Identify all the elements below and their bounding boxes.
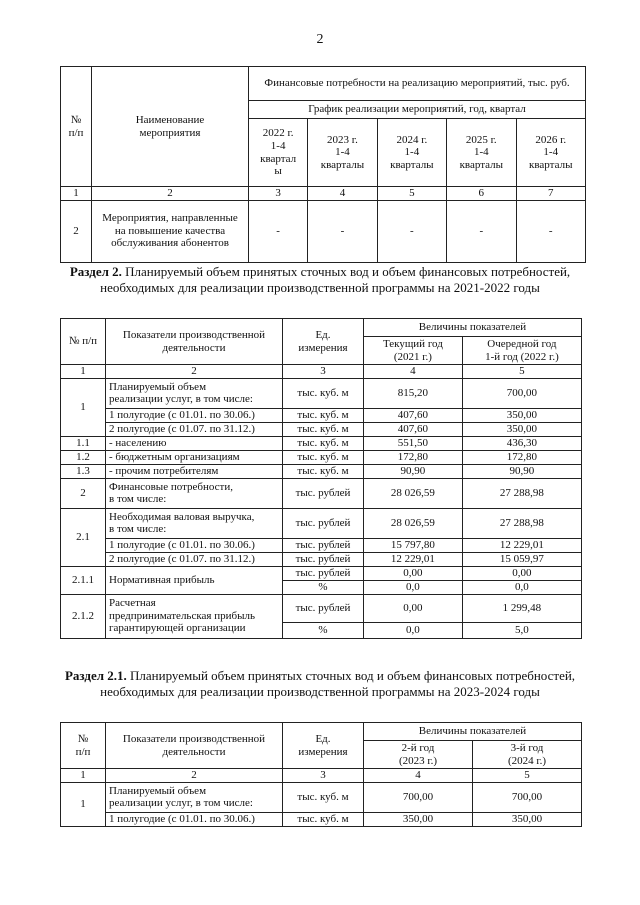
row-number: 2.1.1 <box>61 566 106 594</box>
row-value: 350,00 <box>462 408 581 422</box>
row-value: тыс. куб. м <box>283 782 364 812</box>
row-value: 12 229,01 <box>364 552 463 566</box>
table-row <box>61 450 582 464</box>
index-cell: 3 <box>283 769 364 783</box>
row-number: 1.1 <box>61 436 106 450</box>
table-row <box>61 365 582 379</box>
table-row <box>61 436 582 450</box>
row-value: 700,00 <box>472 782 581 812</box>
table-2021-2022 <box>60 318 582 639</box>
values-header: Величины показателей <box>364 319 582 337</box>
row-value: тыс. рублей <box>283 552 364 566</box>
table-row <box>61 566 582 580</box>
table-row <box>61 508 582 538</box>
financial-header: Финансовые потребности на реализацию мероприятий, тыс. руб. <box>249 67 586 101</box>
row-value: - <box>308 200 377 262</box>
year-header: 2022 г. 1-4 квартал ы <box>249 119 308 187</box>
table-row <box>61 464 582 478</box>
col-unit-header: Ед. измерения <box>283 319 364 365</box>
table-row <box>61 538 582 552</box>
row-name: 2 полугодие (с 01.07. по 31.12.) <box>106 422 283 436</box>
index-cell: 5 <box>472 769 581 783</box>
row-value: 0,00 <box>364 594 463 622</box>
year-header: 2025 г. 1-4 кварталы <box>447 119 516 187</box>
col-year-3: 3-й год (2024 г.) <box>472 741 581 769</box>
year-header: 2023 г. 1-4 кварталы <box>308 119 377 187</box>
row-value: тыс. куб. м <box>283 436 364 450</box>
index-cell: 5 <box>377 187 446 201</box>
row-name: Финансовые потребности, в том числе: <box>106 478 283 508</box>
index-cell: 2 <box>106 365 283 379</box>
row-value: - <box>516 200 586 262</box>
row-value: 407,60 <box>364 422 463 436</box>
row-value: 12 229,01 <box>462 538 581 552</box>
index-cell: 4 <box>364 365 463 379</box>
row-value: 90,90 <box>462 464 581 478</box>
col-year-2: 2-й год (2023 г.) <box>364 741 473 769</box>
row-name: 1 полугодие (с 01.01. по 30.06.) <box>106 538 283 552</box>
row-value: 0,00 <box>364 566 463 580</box>
row-value: - <box>447 200 516 262</box>
row-value: тыс. куб. м <box>283 408 364 422</box>
row-value: 700,00 <box>364 782 473 812</box>
row-name: Необходимая валовая выручка, в том числе: <box>106 508 283 538</box>
col-num-header: № п/п <box>61 319 106 365</box>
row-value: % <box>283 580 364 594</box>
row-value: 0,0 <box>364 580 463 594</box>
row-value: тыс. куб. м <box>283 464 364 478</box>
table-row <box>61 378 582 408</box>
col-num-header: № п/п <box>61 67 92 187</box>
row-value: 350,00 <box>472 812 581 826</box>
row-value: 28 026,59 <box>364 478 463 508</box>
col-name-header: Показатели производственной деятельности <box>106 319 283 365</box>
col-name-header: Показатели производственной деятельности <box>106 723 283 769</box>
row-value: 27 288,98 <box>462 478 581 508</box>
row-value: 815,20 <box>364 378 463 408</box>
index-cell: 7 <box>516 187 586 201</box>
values-header: Величины показателей <box>364 723 582 741</box>
row-value: 0,0 <box>462 580 581 594</box>
row-value: 407,60 <box>364 408 463 422</box>
row-value: тыс. рублей <box>283 538 364 552</box>
row-number: 1.2 <box>61 450 106 464</box>
index-cell: 6 <box>447 187 516 201</box>
row-value: 27 288,98 <box>462 508 581 538</box>
table-events-financing <box>60 66 586 263</box>
row-number: 1 <box>61 378 106 436</box>
section-2-1-title: Раздел 2.1. Планируемый объем принятых сточных вод и объем финансовых потребностей, необходимых для реализации производственной программы на 2023-2024 годы <box>64 668 576 700</box>
row-number: 2.1.2 <box>61 594 106 638</box>
col-current-year: Текущий год (2021 г.) <box>364 337 463 365</box>
row-name: - прочим потребителям <box>106 464 283 478</box>
row-name: - населению <box>106 436 283 450</box>
row-value: 15 059,97 <box>462 552 581 566</box>
row-value: % <box>283 622 364 638</box>
table-row <box>61 422 582 436</box>
index-cell: 4 <box>308 187 377 201</box>
table-row <box>61 594 582 622</box>
row-name: 2 полугодие (с 01.07. по 31.12.) <box>106 552 283 566</box>
table-row <box>61 812 582 826</box>
row-name: Нормативная прибыль <box>106 566 283 594</box>
row-name: 1 полугодие (с 01.01. по 30.06.) <box>106 812 283 826</box>
row-value: 436,30 <box>462 436 581 450</box>
year-header: 2024 г. 1-4 кварталы <box>377 119 446 187</box>
section-2-title: Раздел 2. Планируемый объем принятых сточных вод и объем финансовых потребностей, необходимых для реализации производственной программы на 2021-2022 годы <box>69 264 571 296</box>
row-value: - <box>249 200 308 262</box>
col-num-header: № п/п <box>61 723 106 769</box>
row-number: 2.1 <box>61 508 106 566</box>
row-name: 1 полугодие (с 01.01. по 30.06.) <box>106 408 283 422</box>
row-number: 2 <box>61 200 92 262</box>
row-name: Планируемый объем реализации услуг, в том числе: <box>106 782 283 812</box>
index-cell: 1 <box>61 187 92 201</box>
row-value: 0,00 <box>462 566 581 580</box>
row-number: 2 <box>61 478 106 508</box>
row-value: 5,0 <box>462 622 581 638</box>
row-value: 350,00 <box>462 422 581 436</box>
row-value: тыс. рублей <box>283 478 364 508</box>
schedule-header: График реализации мероприятий, год, квартал <box>249 101 586 119</box>
index-cell: 5 <box>462 365 581 379</box>
row-value: 350,00 <box>364 812 473 826</box>
row-value: тыс. рублей <box>283 508 364 538</box>
row-value: 15 797,80 <box>364 538 463 552</box>
row-value: 90,90 <box>364 464 463 478</box>
row-value: 28 026,59 <box>364 508 463 538</box>
index-cell: 4 <box>364 769 473 783</box>
year-header: 2026 г. 1-4 кварталы <box>516 119 586 187</box>
index-cell: 2 <box>92 187 249 201</box>
row-name: - бюджетным организациям <box>106 450 283 464</box>
row-value: тыс. рублей <box>283 566 364 580</box>
row-value: 700,00 <box>462 378 581 408</box>
row-name: Планируемый объем реализации услуг, в том числе: <box>106 378 283 408</box>
col-name-header: Наименование мероприятия <box>92 67 249 187</box>
table-row <box>61 782 582 812</box>
row-value: тыс. куб. м <box>283 422 364 436</box>
index-cell: 3 <box>283 365 364 379</box>
row-name: Расчетная предпринимательская прибыль гарантирующей организации <box>106 594 283 638</box>
row-value: тыс. куб. м <box>283 378 364 408</box>
row-value: 172,80 <box>462 450 581 464</box>
row-value: - <box>377 200 446 262</box>
row-value: 1 299,48 <box>462 594 581 622</box>
row-number: 1.3 <box>61 464 106 478</box>
row-value: тыс. куб. м <box>283 812 364 826</box>
row-value: 551,50 <box>364 436 463 450</box>
table-row <box>61 408 582 422</box>
index-cell: 1 <box>61 769 106 783</box>
table-2023-2024 <box>60 722 582 827</box>
col-next-year: Очередной год 1-й год (2022 г.) <box>462 337 581 365</box>
row-value: тыс. рублей <box>283 594 364 622</box>
row-name: Мероприятия, направленные на повышение качества обслуживания абонентов <box>92 200 249 262</box>
col-unit-header: Ед. измерения <box>283 723 364 769</box>
row-number: 1 <box>61 782 106 826</box>
table-row <box>61 769 582 783</box>
row-value: 0,0 <box>364 622 463 638</box>
table-row <box>61 552 582 566</box>
table-row <box>61 478 582 508</box>
index-cell: 3 <box>249 187 308 201</box>
row-value: 172,80 <box>364 450 463 464</box>
page-number: 2 <box>316 32 324 47</box>
row-value: тыс. куб. м <box>283 450 364 464</box>
index-cell: 1 <box>61 365 106 379</box>
index-cell: 2 <box>106 769 283 783</box>
